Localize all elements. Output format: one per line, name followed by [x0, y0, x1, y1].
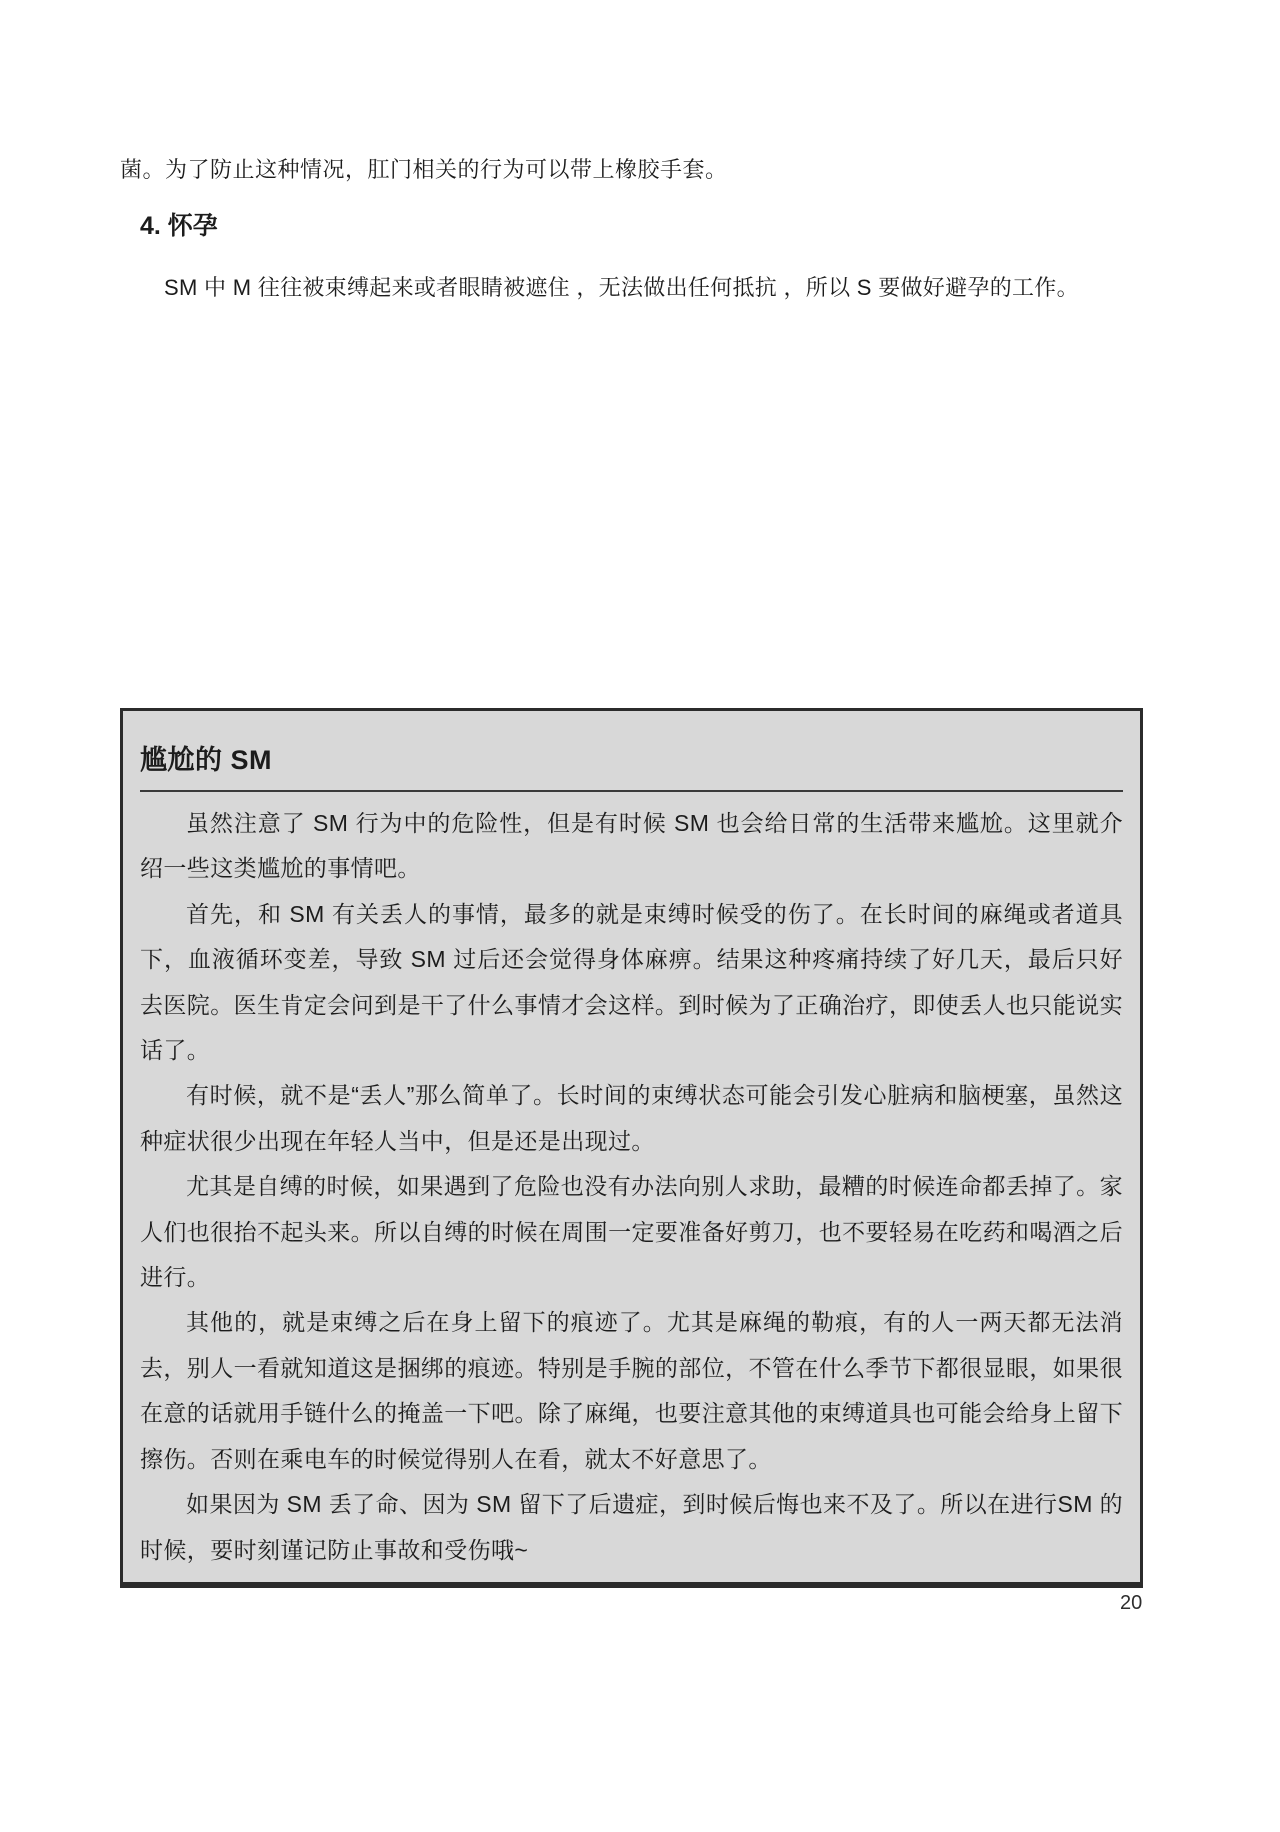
section-heading: 4. 怀孕 — [140, 212, 218, 240]
callout-paragraph: 尤其是自缚的时候，如果遇到了危险也没有办法向别人求助，最糟的时候连命都丢掉了。家人们也很抬不起头来。所以自缚的时候在周围一定要准备好剪刀，也不要轻易在吃药和喝酒之后进行。 — [140, 1173, 1123, 1291]
callout-title-rule — [140, 790, 1123, 792]
callout-paragraph: 虽然注意了 SM 行为中的危险性，但是有时候 SM 也会给日常的生活带来尴尬。这里就介绍一些这类尴尬的事情吧。 — [140, 810, 1123, 882]
page-number: 20 — [1120, 1592, 1143, 1614]
callout-box — [120, 708, 1143, 1588]
callout-paragraph: 如果因为 SM 丢了命、因为 SM 留下了后遗症，到时候后悔也来不及了。所以在进行SM 的时候，要时刻谨记防止事故和受伤哦~ — [140, 1491, 1123, 1563]
callout-paragraph: 有时候，就不是“丢人”那么简单了。长时间的束缚状态可能会引发心脏病和脑梗塞，虽然这种症状很少出现在年轻人当中，但是还是出现过。 — [140, 1082, 1123, 1154]
callout-body — [140, 801, 1123, 1573]
intro-continuation-line: 菌。为了防止这种情况，肛门相关的行为可以带上橡胶手套。 — [120, 157, 728, 182]
callout-title: 尴尬的 SM — [140, 745, 273, 775]
callout-paragraph: 首先，和 SM 有关丢人的事情，最多的就是束缚时候受的伤了。在长时间的麻绳或者道具下，血液循环变差，导致 SM 过后还会觉得身体麻痹。结果这种疼痛持续了好几天，最后只好去医院。医生肯定会问到是干了什么事情才会这样。到时候为了正确治疗，即使丢人也只能说实话了。 — [140, 900, 1123, 1064]
section-body-paragraph: SM 中 M 往往被束缚起来或者眼睛被遮住 ，无法做出任何抵抗 ，所以 S 要做好避孕的工作。 — [164, 275, 1079, 300]
callout-paragraph: 其他的，就是束缚之后在身上留下的痕迹了。尤其是麻绳的勒痕，有的人一两天都无法消去，别人一看就知道这是捆绑的痕迹。特别是手腕的部位，不管在什么季节下都很显眼，如果很在意的话就用手链什么的掩盖一下吧。除了麻绳，也要注意其他的束缚道具也可能会给身上留下擦伤。否则在乘电车的时候觉得别人在看，就太不好意思了。 — [140, 1309, 1123, 1472]
